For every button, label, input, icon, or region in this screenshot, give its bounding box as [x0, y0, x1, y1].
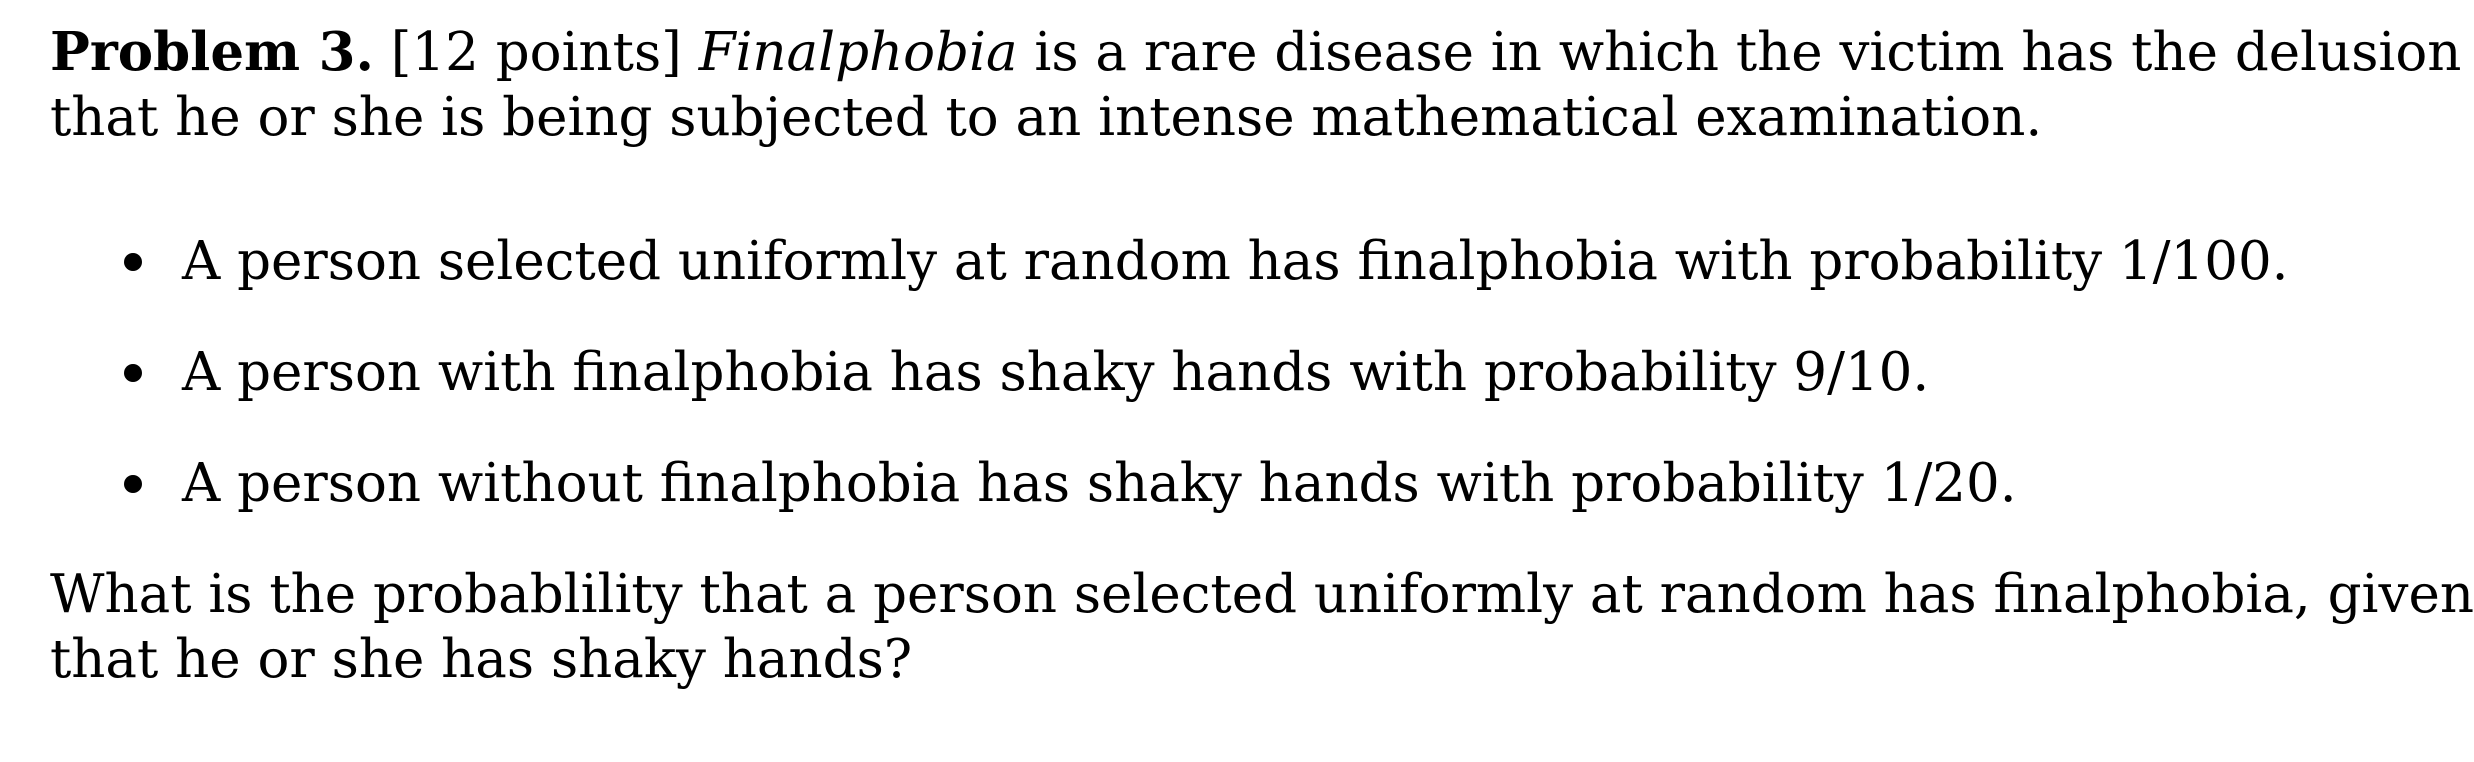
- problem-label: Problem 3.: [50, 21, 374, 83]
- bullet-icon: [124, 475, 142, 493]
- problem-statement-line-2: that he or she is being subjected to an intense mathematical examination.: [50, 87, 2043, 148]
- bullet-text: A person without finalphobia has shaky hands with probability 1/20.: [182, 453, 2017, 514]
- problem-term: Finalphobia: [698, 22, 1018, 83]
- problem-statement-rest: is a rare disease in which the victim has the delusion: [1034, 22, 2462, 83]
- bullet-text: A person with finalphobia has shaky hands with probability 9/10.: [182, 342, 1930, 403]
- question-line-1: What is the probablility that a person selected uniformly at random has finalphobia, given: [50, 564, 2474, 625]
- bullet-icon: [124, 253, 142, 271]
- question-line-2: that he or she has shaky hands?: [50, 629, 913, 690]
- problem-points: [12 points]: [390, 22, 682, 83]
- bullet-icon: [124, 364, 142, 382]
- bullet-text: A person selected uniformly at random has finalphobia with probability 1/100.: [182, 231, 2289, 292]
- problem-statement-line-1: [50, 20, 2461, 85]
- problem-document: [50, 0, 2474, 762]
